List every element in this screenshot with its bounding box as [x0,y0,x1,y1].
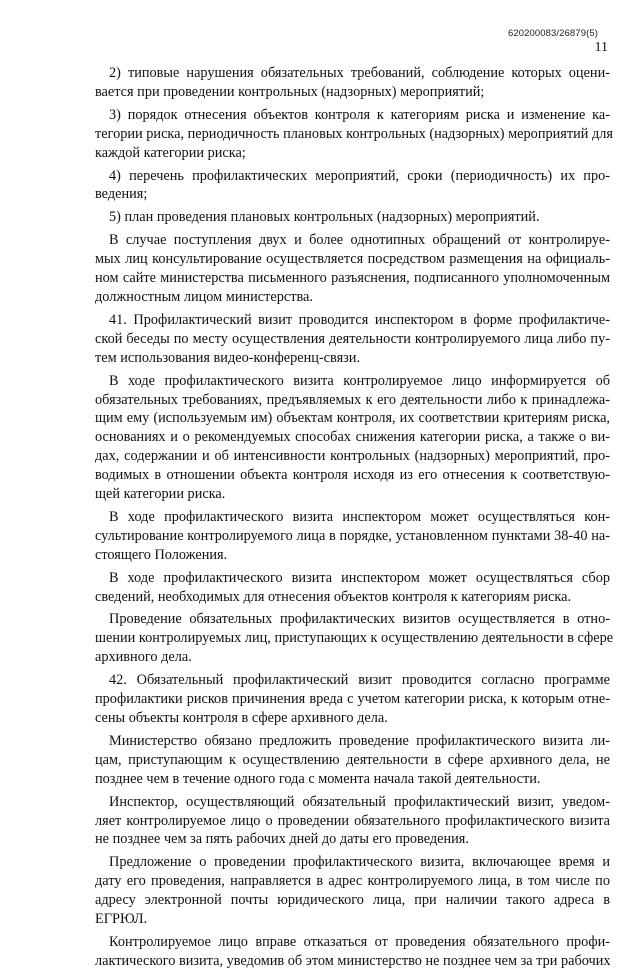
text-line: тем использования видео-конференц-связи. [95,349,361,366]
text-line: 3) порядок отнесения объектов контроля к категориям риска и изменение ка- [109,106,610,123]
text-line: Предложение о проведении профилактического визита, включающее время и [109,854,610,871]
paragraph [95,853,610,929]
paragraph [95,569,610,607]
paragraph [95,167,610,205]
paragraph [95,311,610,368]
text-line: ном сайте министерства письменного разъяснения, подписанного уполномоченным [95,270,610,287]
text-line: стоящего Положения. [95,546,228,563]
text-line: В ходе профилактического визита инспектором может осуществляться сбор [109,569,610,586]
paragraph [95,671,610,728]
page-number: 11 [594,40,608,55]
text-line: 41. Профилактический визит проводится инспектором в форме профилактиче- [109,311,610,328]
text-line: 2) типовые нарушения обязательных требований, соблюдение которых оцени- [109,65,610,81]
document-body [95,64,614,975]
text-line: не позднее чем за пять рабочих дней до даты его проведения. [95,831,469,848]
text-line: Контролируемое лицо вправе отказаться от проведения обязательного профи- [109,933,610,950]
text-line: Инспектор, осуществляющий обязательный профилактический визит, уведом- [109,793,610,810]
text-line: мых лиц консультирование осуществляется посредством размещения на официаль- [95,251,610,268]
text-line: щей категории риска. [95,486,226,503]
text-line: основаниях и о рекомендуемых способах снижения категории риска, а также о ви- [95,429,610,446]
text-line: дату его проведения, направляется в адрес контролируемого лица, в том числе по [95,873,610,890]
paragraph [95,508,610,565]
text-line: цам, приступающим к осуществлению деятельности в сфере архивного дела, не [95,751,610,768]
text-line: В ходе профилактического визита контролируемое лицо информируется об [109,372,610,389]
paragraph [95,372,610,504]
paragraph [95,933,610,971]
text-line: ляет контролируемое лицо о проведении обязательного профилактического визита [95,812,610,829]
text-line: лактического визита, уведомив об этом министерство не позднее чем за три рабочих [95,952,611,969]
text-line: В случае поступления двух и более однотипных обращений от контролируе- [109,232,610,249]
text-line: водимых в отношении объекта контроля исходя из его отнесения к соответствую- [95,467,610,484]
text-line: сены объекты контроля в сфере архивного дела. [95,710,388,726]
text-line: сведений, необходимых для отнесения объектов контроля к категориям риска. [95,588,572,605]
text-line: обязательных требованиях, предъявляемых к его деятельности либо к принадлежа- [95,391,610,408]
text-line: ской беседы по месту осуществления деятельности контролируемого лица либо пу- [95,330,610,347]
text-line: архивного дела. [95,649,192,666]
text-line: шении контролируемых лиц, приступающих к осуществлению деятельности в сфере [95,630,614,647]
paragraph [95,64,610,102]
text-line: ЕГРЮЛ. [95,911,148,928]
paragraph [95,106,613,163]
text-line: Проведение обязательных профилактических визитов осуществляется в отно- [109,611,610,628]
text-line: каждой категории риска; [95,144,246,161]
paragraph [95,231,610,307]
text-line: сультирование контролируемого лица в порядке, установленном пунктами 38-40 на- [95,527,610,544]
paragraph [95,732,610,789]
text-line: В ходе профилактического визита инспектором может осуществляться кон- [109,508,610,525]
text-line: 5) план проведения плановых контрольных (надзорных) мероприятий. [109,209,540,226]
text-line: должностным лицом министерства. [95,288,313,305]
text-line: ведения; [95,186,148,203]
text-line: 4) перечень профилактических мероприятий, сроки (периодичность) их про- [109,167,610,184]
paragraph [95,208,610,227]
document-code: 620200083/26879(5) [507,28,598,39]
text-line: Министерство обязано предложить проведение профилактического визита ли- [109,732,610,749]
text-line: щим ему (используемым им) объектам контроля, их соответствии критериям риска, [95,410,610,427]
text-line: позднее чем в течение одного года с момента начала такой деятельности. [95,770,541,787]
text-line: профилактики рисков причинения вреда с учетом категории риска, к которым отне- [95,691,610,708]
text-line: адресу электронной почты юридического лица, при наличии такого адреса в [95,892,610,909]
text-line: тегории риска, периодичность плановых контрольных (надзорных) мероприятий для [95,125,613,142]
text-line: вается при проведении контрольных (надзорных) мероприятий; [95,83,485,100]
text-line: 42. Обязательный профилактический визит проводится согласно программе [109,672,610,689]
paragraph [95,610,614,667]
text-line: дах, содержании и об интенсивности контрольных (надзорных) мероприятий, про- [95,448,610,465]
paragraph [95,793,610,850]
